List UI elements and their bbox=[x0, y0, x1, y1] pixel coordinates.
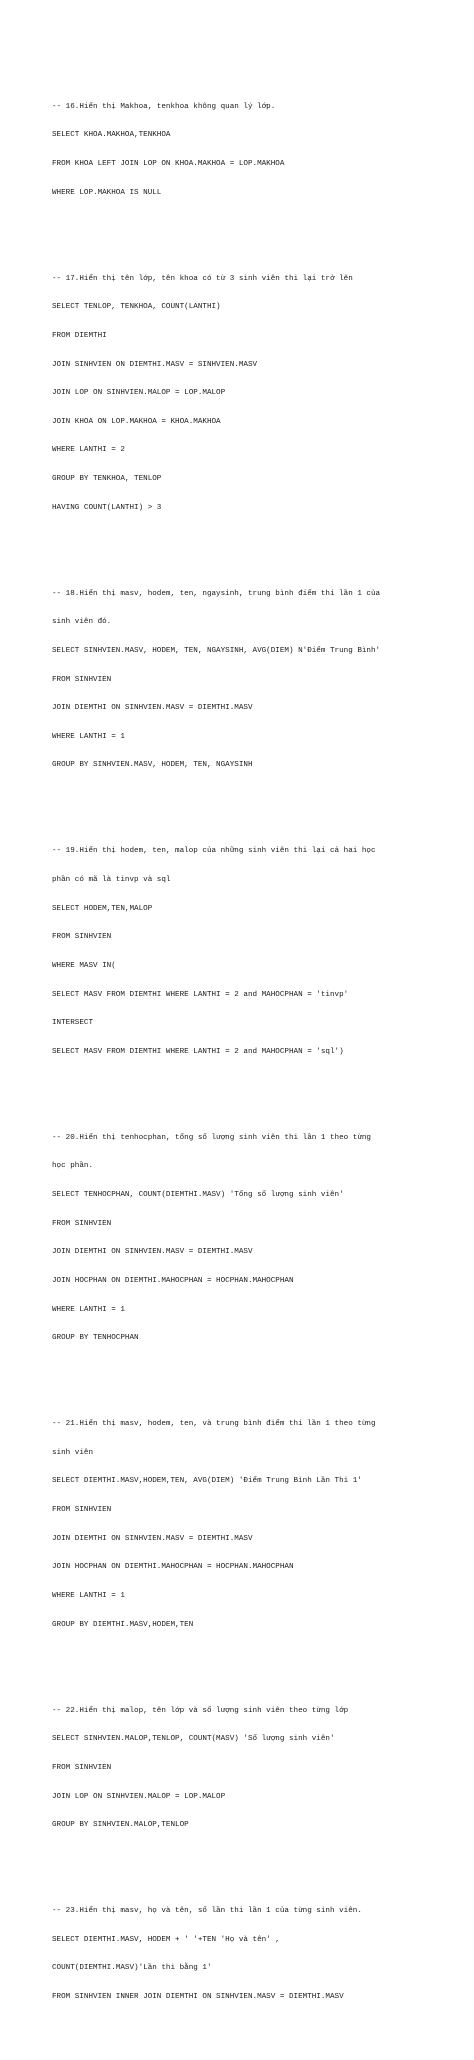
query-block-18 bbox=[52, 571, 470, 791]
code-line: FROM SINHVIEN bbox=[52, 1763, 112, 1772]
code-line: JOIN KHOA ON LOP.MAKHOA = KHOA.MAKHOA bbox=[52, 417, 221, 426]
code-line: COUNT(DIEMTHI.MASV)'Lần thi bằng 1' bbox=[52, 1964, 212, 1973]
code-line: SELECT HODEM,TEN,MALOP bbox=[52, 904, 153, 913]
code-line: SELECT TENLOP, TENKHOA, COUNT(LANTHI) bbox=[52, 303, 221, 312]
code-line: -- 19.Hiển thị hodem, ten, malop của những sinh viên thi lại cả hai học bbox=[52, 847, 376, 856]
code-line: SELECT KHOA.MAKHOA,TENKHOA bbox=[52, 131, 171, 140]
code-line: -- 22.Hiển thị malop, tên lớp và số lượng sinh viên theo từng lớp bbox=[52, 1706, 349, 1715]
code-line: FROM DIEMTHI bbox=[52, 331, 107, 340]
code-line: JOIN HOCPHAN ON DIEMTHI.MAHOCPHAN = HOCPHAN.MAHOCPHAN bbox=[52, 1277, 294, 1285]
code-line: SELECT MASV FROM DIEMTHI WHERE LANTHI = 2 and MAHOCPHAN = 'tinvp' bbox=[52, 990, 349, 999]
code-line: FROM SINHVIEN bbox=[52, 1506, 112, 1515]
code-line: -- 23.Hiển thị masv, họ và tên, số lần thi lần 1 của từng sinh viên. bbox=[52, 1907, 362, 1916]
code-line: GROUP BY DIEMTHI.MASV,HODEM,TEN bbox=[52, 1620, 194, 1629]
code-line: SELECT SINHVIEN.MASV, HODEM, TEN, NGAYSINH, AVG(DIEM) N'Điểm Trung Bình' bbox=[52, 646, 381, 655]
query-block-17 bbox=[52, 255, 470, 532]
code-line: WHERE MASV IN( bbox=[52, 961, 116, 970]
code-line: JOIN DIEMTHI ON SINHVIEN.MASV = DIEMTHI.MASV bbox=[52, 704, 253, 713]
code-line: INTERSECT bbox=[52, 1019, 94, 1028]
code-line: JOIN DIEMTHI ON SINHVIEN.MASV = DIEMTHI.MASV bbox=[52, 1534, 253, 1543]
code-line: -- 20.Hiển thị tenhocphan, tổng số lượng sinh viên thi lần 1 theo từng bbox=[52, 1133, 371, 1142]
code-line: FROM SINHVIEN bbox=[52, 675, 112, 684]
code-line: HAVING COUNT(LANTHI) > 3 bbox=[52, 503, 162, 512]
code-line: học phần. bbox=[52, 1162, 94, 1171]
code-line: GROUP BY TENHOCPHAN bbox=[52, 1334, 139, 1343]
code-line: JOIN SINHVIEN ON DIEMTHI.MASV = SINHVIEN.MASV bbox=[52, 360, 258, 369]
code-line: JOIN HOCPHAN ON DIEMTHI.MAHOCPHAN = HOCPHAN.MAHOCPHAN bbox=[52, 1563, 294, 1572]
code-line: SELECT SINHVIEN.MALOP,TENLOP, COUNT(MASV) 'Số lượng sinh viên' bbox=[52, 1735, 335, 1744]
code-line: WHERE LOP.MAKHOA IS NULL bbox=[52, 188, 162, 197]
code-line: GROUP BY SINHVIEN.MALOP,TENLOP bbox=[52, 1821, 189, 1830]
query-block-21 bbox=[52, 1401, 470, 1649]
code-line: FROM SINHVIEN bbox=[52, 1219, 112, 1228]
code-line: WHERE LANTHI = 1 bbox=[52, 1592, 125, 1601]
code-line: FROM SINHVIEN bbox=[52, 933, 112, 942]
code-line: WHERE LANTHI = 1 bbox=[52, 732, 125, 741]
code-line: GROUP BY SINHVIEN.MASV, HODEM, TEN, NGAYSINH bbox=[52, 761, 253, 770]
code-line: FROM SINHVIEN INNER JOIN DIEMTHI ON SINHVIEN.MASV = DIEMTHI.MASV bbox=[52, 1993, 344, 2002]
code-line: WHERE LANTHI = 1 bbox=[52, 1305, 125, 1314]
code-line: sinh viên bbox=[52, 1448, 94, 1457]
query-block-20 bbox=[52, 1115, 470, 1363]
code-line: FROM KHOA LEFT JOIN LOP ON KHOA.MAKHOA = LOP.MAKHOA bbox=[52, 160, 285, 169]
code-line: -- 18.Hiển thị masv, hodem, ten, ngaysinh, trung bình điểm thi lần 1 của bbox=[52, 589, 381, 598]
code-line: JOIN DIEMTHI ON SINHVIEN.MASV = DIEMTHI.MASV bbox=[52, 1248, 253, 1257]
code-line: -- 16.Hiển thị Makhoa, tenkhoa không quan lý lớp. bbox=[52, 102, 276, 111]
query-block-19 bbox=[52, 828, 470, 1076]
code-line: SELECT TENHOCPHAN, COUNT(DIEMTHI.MASV) 'Tổng số lượng sinh viên' bbox=[52, 1191, 344, 1200]
code-line: sinh viên đó. bbox=[52, 618, 112, 627]
code-line: JOIN LOP ON SINHVIEN.MALOP = LOP.MALOP bbox=[52, 1792, 226, 1801]
code-line: -- 17.Hiển thị tên lớp, tên khoa có từ 3 sinh viên thi lại trở lên bbox=[52, 274, 353, 283]
code-line: JOIN LOP ON SINHVIEN.MALOP = LOP.MALOP bbox=[52, 389, 226, 398]
code-line: WHERE LANTHI = 2 bbox=[52, 446, 125, 455]
code-line: -- 21.Hiển thị masv, hodem, ten, và trung bình điểm thi lần 1 theo từng bbox=[52, 1420, 376, 1429]
query-block-22 bbox=[52, 1688, 470, 1850]
code-line: SELECT DIEMTHI.MASV,HODEM,TEN, AVG(DIEM) 'Điểm Trung Bình Lần Thi 1' bbox=[52, 1477, 362, 1486]
code-line: GROUP BY TENKHOA, TENLOP bbox=[52, 475, 162, 484]
query-block-23 bbox=[52, 1888, 470, 2022]
code-line: SELECT DIEMTHI.MASV, HODEM + ' '+TEN 'Họ và tên' , bbox=[52, 1935, 280, 1944]
code-line: phần có mã là tinvp và sql bbox=[52, 876, 171, 885]
query-block-16 bbox=[52, 84, 470, 218]
code-line: SELECT MASV FROM DIEMTHI WHERE LANTHI = 2 and MAHOCPHAN = 'sql') bbox=[52, 1047, 344, 1056]
sql-code-listing bbox=[52, 55, 470, 2060]
